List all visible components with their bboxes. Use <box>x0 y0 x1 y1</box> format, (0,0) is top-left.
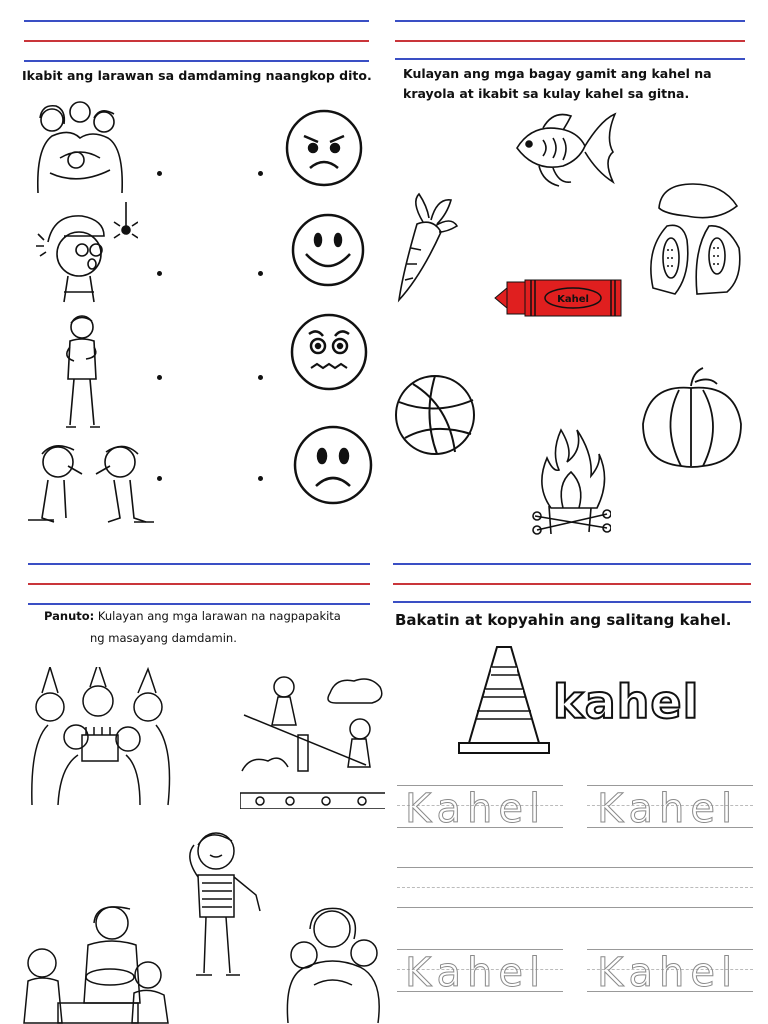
campfire-icon[interactable] <box>531 424 611 536</box>
match-dot[interactable] <box>258 476 263 481</box>
top-rule-blue <box>393 563 751 565</box>
shy-boy-picture[interactable] <box>56 313 106 435</box>
top-rule-red <box>28 583 370 585</box>
instruction-line-2: krayola at ikabit sa kulay kahel sa gitna. <box>403 86 690 101</box>
panel-match-feelings <box>0 0 385 545</box>
writing-line[interactable] <box>397 867 753 868</box>
pumpkin-icon[interactable] <box>639 366 745 470</box>
scared-face-icon[interactable] <box>289 312 369 392</box>
crayon-kahel[interactable] <box>493 278 623 318</box>
instruction-line-1 <box>44 609 341 623</box>
instruction-line-2: ng masayang damdamin. <box>90 631 237 645</box>
trace-word[interactable]: Kahel <box>405 950 547 996</box>
match-dot[interactable] <box>157 171 162 176</box>
mother-hug-picture[interactable] <box>280 905 384 1024</box>
match-dot[interactable] <box>157 375 162 380</box>
goldfish-icon[interactable] <box>513 108 617 190</box>
instruction-text: Bakatin at kopyahin ang salitang kahel. <box>395 611 732 629</box>
top-rule-blue-2 <box>28 603 370 605</box>
top-rule-blue-2 <box>395 58 745 60</box>
traffic-cone-icon[interactable] <box>457 643 551 757</box>
writing-line[interactable] <box>397 907 753 908</box>
carrot-icon[interactable] <box>393 192 459 304</box>
frightened-boy-picture[interactable] <box>34 202 138 304</box>
family-hug-picture[interactable] <box>30 98 130 196</box>
panel-trace-word <box>385 545 768 1024</box>
top-rule-blue-2 <box>393 601 751 603</box>
crayon-label: Kahel <box>557 294 589 305</box>
panel-happy-pictures <box>0 545 385 1024</box>
match-dot[interactable] <box>157 271 162 276</box>
top-rule-blue <box>28 563 370 565</box>
instruction-label: Panuto: <box>44 609 95 623</box>
angry-face-icon[interactable] <box>284 108 364 188</box>
panel-color-orange <box>385 0 768 545</box>
instruction-text: Kulayan ang mga larawan na nagpapakita <box>97 609 341 623</box>
basketball-icon[interactable] <box>393 372 477 458</box>
top-rule-blue-2 <box>24 60 369 62</box>
papaya-icon[interactable] <box>647 178 743 296</box>
arguing-kids-picture[interactable] <box>24 440 160 526</box>
trace-word[interactable]: Kahel <box>597 950 739 996</box>
top-rule-blue <box>24 20 369 22</box>
family-dinner-picture[interactable] <box>18 903 176 1024</box>
instruction-line-1: Kulayan ang mga bagay gamit ang kahel na <box>403 66 712 81</box>
match-dot[interactable] <box>157 476 162 481</box>
top-rule-red <box>24 40 369 42</box>
kahel-word: kahel <box>553 675 700 729</box>
sad-face-icon[interactable] <box>292 424 374 506</box>
instruction-text: Ikabit ang larawan sa damdaming naangkop dito. <box>22 68 372 83</box>
match-dot[interactable] <box>258 171 263 176</box>
top-rule-red <box>395 40 745 42</box>
match-dot[interactable] <box>258 271 263 276</box>
happy-face-icon[interactable] <box>290 212 366 288</box>
boy-with-carrot-picture[interactable] <box>182 827 266 979</box>
match-dot[interactable] <box>258 375 263 380</box>
trace-word[interactable]: Kahel <box>597 786 739 832</box>
writing-line-dashed <box>397 887 753 888</box>
birthday-party-picture[interactable] <box>28 667 174 807</box>
trace-word[interactable]: Kahel <box>405 786 547 832</box>
top-rule-red <box>393 583 751 585</box>
top-rule-blue <box>395 20 745 22</box>
seesaw-kids-picture[interactable] <box>240 663 385 809</box>
